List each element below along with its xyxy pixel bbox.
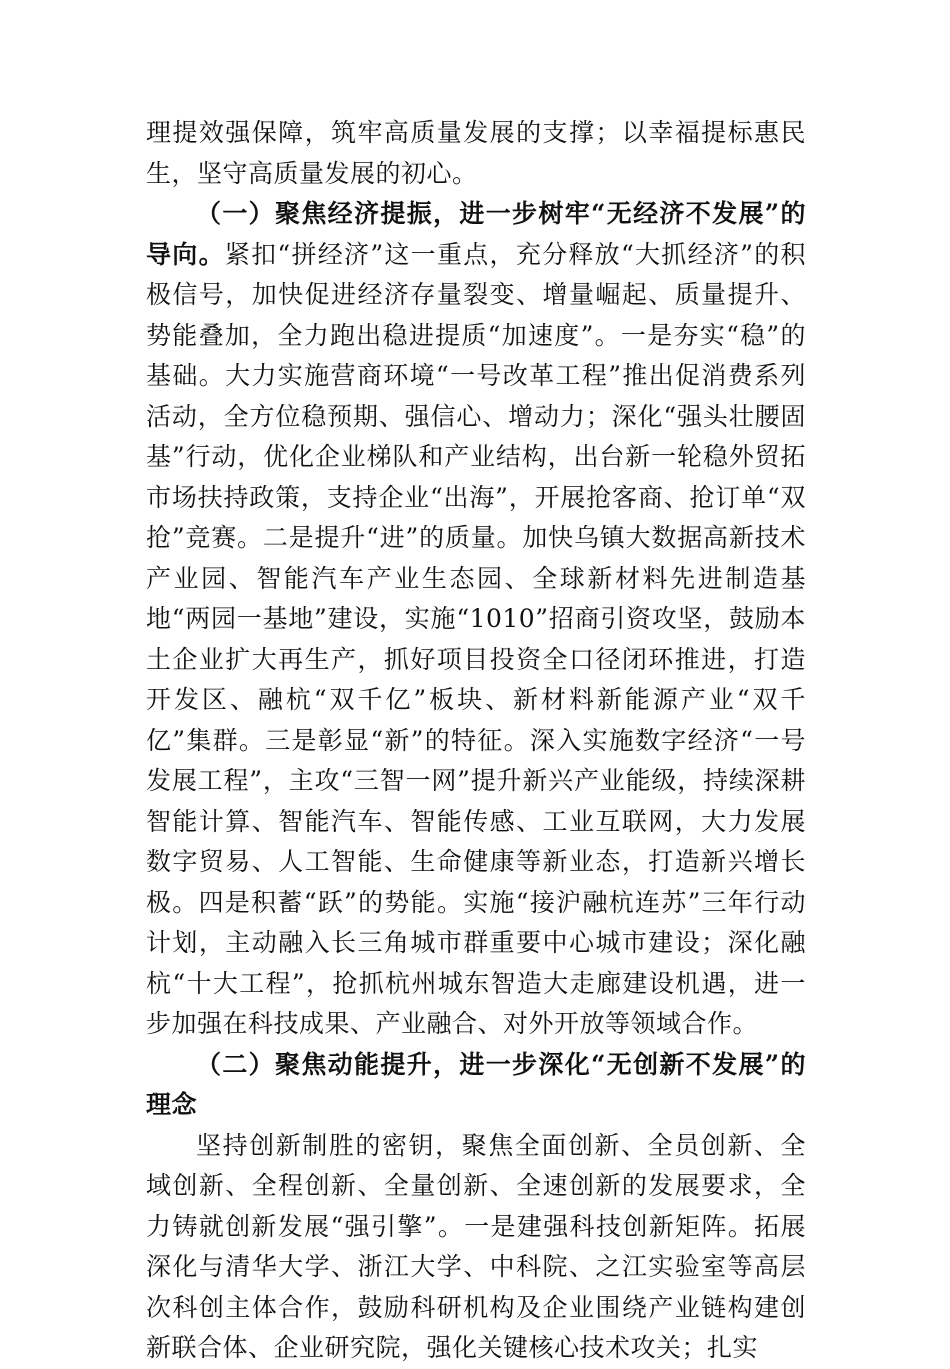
section-one-heading: （一）聚焦经济提振，进一步树牢“无经济不发展”的导向。 [146, 199, 806, 269]
paragraph-text: 理提效强保障，筑牢高质量发展的支撑；以幸福提标惠民生，坚守高质量发展的初心。 [146, 118, 806, 188]
paragraph-section-one [146, 194, 806, 1045]
paragraph-section-two-body [146, 1126, 806, 1369]
document-page [146, 113, 806, 1369]
paragraph-text: 坚持创新制胜的密钥，聚焦全面创新、全员创新、全域创新、全程创新、全量创新、全速创新的发展要求，全力铸就创新发展“强引擎”。一是建强科技创新矩阵。拓展深化与清华大学、浙江大学、中科院、之江实验室等高层次科创主体合作，鼓励科研机构及企业围绕产业链构建创新联合体、企业研究院，强化关键核心技术攻关；扎实 [146, 1130, 806, 1362]
paragraph-intro-continuation [146, 113, 806, 194]
section-two-heading: （二）聚焦动能提升，进一步深化“无创新不发展”的理念 [146, 1049, 806, 1119]
paragraph-section-two-heading [146, 1045, 806, 1126]
paragraph-text: 紧扣“拼经济”这一重点，充分释放“大抓经济”的积极信号，加快促进经济存量裂变、增量崛起、质量提升、势能叠加，全力跑出稳进提质“加速度”。一是夯实“稳”的基础。大力实施营商环境“一号改革工程”推出促消费系列活动，全方位稳预期、强信心、增动力；深化“强头壮腰固基”行动，优化企业梯队和产业结构，出台新一轮稳外贸拓市场扶持政策，支持企业“出海”，开展抢客商、抢订单“双抢”竞赛。二是提升“进”的质量。加快乌镇大数据高新技术产业园、智能汽车产业生态园、全球新材料先进制造基地“两园一基地”建设，实施“1010”招商引资攻坚，鼓励本土企业扩大再生产，抓好项目投资全口径闭环推进，打造开发区、融杭“双千亿”板块、新材料新能源产业“双千亿”集群。三是彰显“新”的特征。深入实施数字经济“一号发展工程”，主攻“三智一网”提升新兴产业能级，持续深耕智能计算、智能汽车、智能传感、工业互联网，大力发展数字贸易、人工智能、生命健康等新业态，打造新兴增长极。四是积蓄“跃”的势能。实施“接沪融杭连苏”三年行动计划，主动融入长三角城市群重要中心城市建设；深化融杭“十大工程”，抢抓杭州城东智造大走廊建设机遇，进一步加强在科技成果、产业融合、对外开放等领域合作。 [146, 239, 806, 1038]
